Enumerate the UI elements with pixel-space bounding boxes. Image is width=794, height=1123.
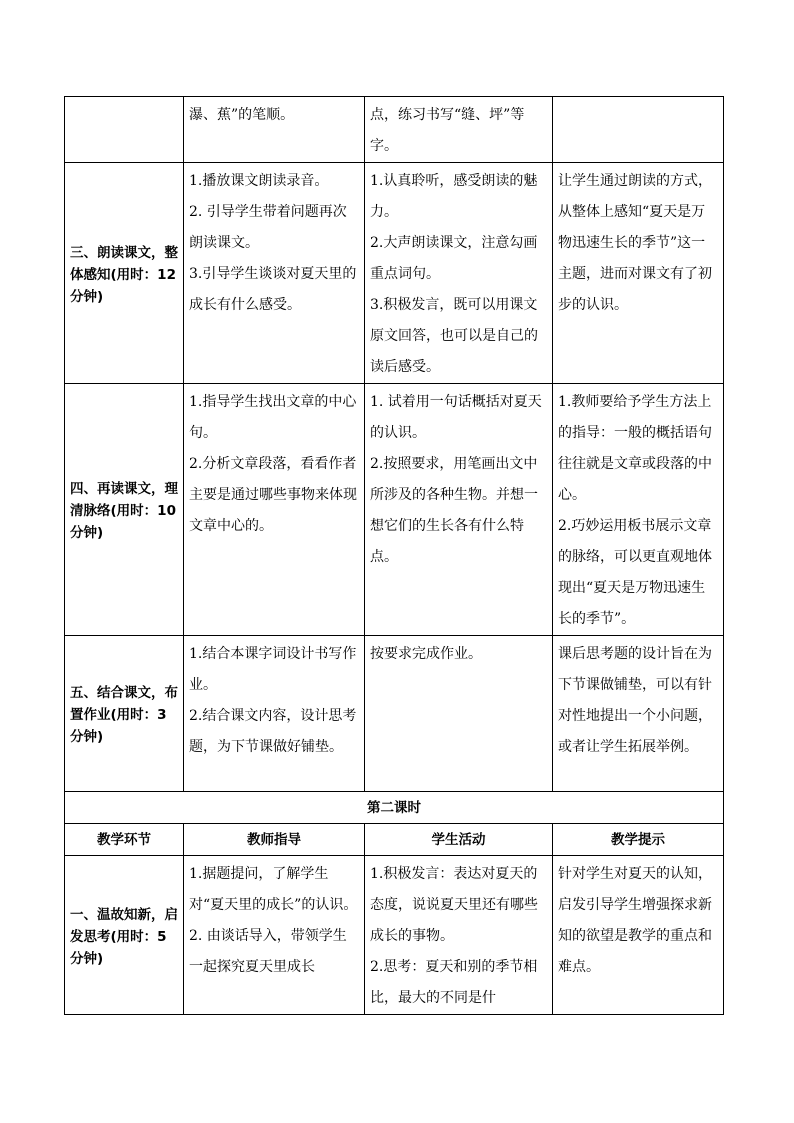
header-teacher: 教师指导 [184, 824, 365, 856]
table-row [65, 636, 724, 792]
section-title: 第二课时 [65, 792, 724, 824]
student-cell: 1. 试着用一句话概括对夏天的认识。 2.按照要求，用笔画出文中所涉及的各种生物。并想一想它们的生长各有什么特点。 [365, 384, 553, 636]
student-cell: 点，练习书写“缝、坪”等字。 [365, 97, 553, 163]
lesson-plan-table [64, 96, 724, 1015]
teacher-cell: 1.播放课文朗读录音。 2. 引导学生带着问题再次朗读课文。 3.引导学生谈谈对夏天里的成长有什么感受。 [184, 163, 365, 384]
table-row [65, 384, 724, 636]
table-row [65, 163, 724, 384]
tip-cell: 针对学生对夏天的认知，启发引导学生增强探求新知的欲望是教学的重点和难点。 [553, 856, 724, 1015]
teacher-cell: 瀑、蕉”的笔顺。 [184, 97, 365, 163]
tip-cell: 课后思考题的设计旨在为下节课做铺垫，可以有针对性地提出一个小问题，或者让学生拓展举例。 [553, 636, 724, 792]
step-cell: 一、温故知新，启发思考(用时：5分钟) [65, 856, 184, 1015]
table-row [65, 97, 724, 163]
step-cell: 三、朗读课文，整体感知(用时：12分钟) [65, 163, 184, 384]
step-cell: 四、再读课文，理清脉络(用时：10分钟) [65, 384, 184, 636]
teacher-cell: 1.据题提问，了解学生对“夏天里的成长”的认识。 2. 由谈话导入，带领学生一起探究夏天里成长 [184, 856, 365, 1015]
table-row [65, 856, 724, 1015]
header-tip: 教学提示 [553, 824, 724, 856]
step-cell [65, 97, 184, 163]
header-row [65, 824, 724, 856]
section-title-row [65, 792, 724, 824]
step-cell: 五、结合课文，布置作业(用时：3分钟) [65, 636, 184, 792]
tip-cell [553, 97, 724, 163]
student-cell: 1.认真聆听，感受朗读的魅力。 2.大声朗读课文，注意勾画重点词句。 3.积极发言，既可以用课文原文回答，也可以是自己的读后感受。 [365, 163, 553, 384]
header-student: 学生活动 [365, 824, 553, 856]
teacher-cell: 1.结合本课字词设计书写作业。 2.结合课文内容，设计思考题，为下节课做好铺垫。 [184, 636, 365, 792]
student-cell: 按要求完成作业。 [365, 636, 553, 792]
tip-cell: 1.教师要给予学生方法上的指导：一般的概括语句往往就是文章或段落的中心。 2.巧妙运用板书展示文章的脉络，可以更直观地体现出“夏天是万物迅速生长的季节”。 [553, 384, 724, 636]
teacher-cell: 1.指导学生找出文章的中心句。 2.分析文章段落，看看作者主要是通过哪些事物来体现文章中心的。 [184, 384, 365, 636]
tip-cell: 让学生通过朗读的方式，从整体上感知“夏天是万物迅速生长的季节”这一主题，进而对课文有了初 步的认识。 [553, 163, 724, 384]
header-step: 教学环节 [65, 824, 184, 856]
student-cell: 1.积极发言：表达对夏天的态度，说说夏天里还有哪些成长的事物。 2.思考：夏天和别的季节相比，最大的不同是什 [365, 856, 553, 1015]
